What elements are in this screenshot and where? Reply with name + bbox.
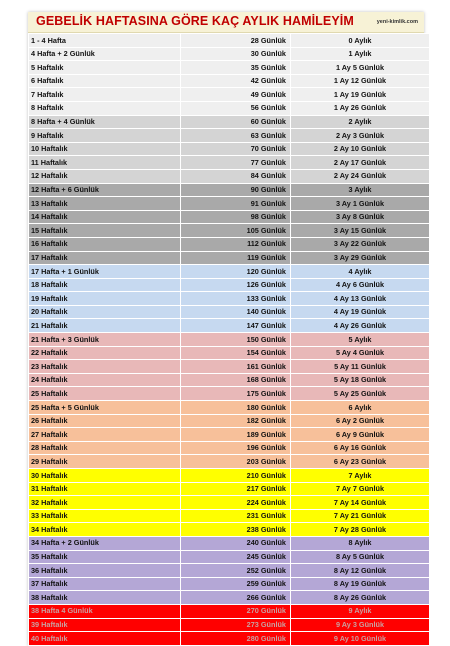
- months-cell: 1 Aylık: [291, 47, 430, 61]
- table-row: [29, 47, 430, 61]
- table-row: [29, 169, 430, 183]
- week-cell: 1 - 4 Hafta: [29, 34, 181, 48]
- days-cell: 266 Günlük: [181, 591, 291, 605]
- months-cell: 5 Ay 18 Günlük: [291, 373, 430, 387]
- days-cell: 84 Günlük: [181, 169, 291, 183]
- months-cell: 1 Ay 19 Günlük: [291, 88, 430, 102]
- days-cell: 150 Günlük: [181, 333, 291, 347]
- days-cell: 240 Günlük: [181, 536, 291, 550]
- table-row: [29, 115, 430, 129]
- days-cell: 217 Günlük: [181, 482, 291, 496]
- days-cell: 210 Günlük: [181, 469, 291, 483]
- table-row: [29, 428, 430, 442]
- table-row: [29, 496, 430, 510]
- week-cell: 21 Haftalık: [29, 319, 181, 333]
- site-watermark: yeni-kimlik.com: [376, 19, 418, 25]
- week-cell: 34 Haftalık: [29, 523, 181, 537]
- table-row: [29, 183, 430, 197]
- months-cell: 6 Aylık: [291, 401, 430, 415]
- months-cell: 4 Ay 6 Günlük: [291, 278, 430, 292]
- months-cell: 3 Ay 22 Günlük: [291, 237, 430, 251]
- week-cell: 9 Haftalık: [29, 129, 181, 143]
- months-cell: 8 Ay 26 Günlük: [291, 591, 430, 605]
- week-cell: 18 Haftalık: [29, 278, 181, 292]
- days-cell: 203 Günlük: [181, 455, 291, 469]
- months-cell: 1 Ay 5 Günlük: [291, 61, 430, 75]
- table-row: [29, 74, 430, 88]
- months-cell: 8 Ay 5 Günlük: [291, 550, 430, 564]
- days-cell: 91 Günlük: [181, 197, 291, 211]
- week-cell: 12 Haftalık: [29, 169, 181, 183]
- days-cell: 154 Günlük: [181, 346, 291, 360]
- days-cell: 252 Günlük: [181, 564, 291, 578]
- days-cell: 180 Günlük: [181, 401, 291, 415]
- week-cell: 23 Haftalık: [29, 360, 181, 374]
- week-cell: 19 Haftalık: [29, 292, 181, 306]
- table-row: [29, 482, 430, 496]
- days-cell: 196 Günlük: [181, 441, 291, 455]
- days-cell: 189 Günlük: [181, 428, 291, 442]
- months-cell: 5 Aylık: [291, 333, 430, 347]
- week-cell: 35 Haftalık: [29, 550, 181, 564]
- days-cell: 42 Günlük: [181, 74, 291, 88]
- table-row: [29, 360, 430, 374]
- months-cell: 6 Ay 9 Günlük: [291, 428, 430, 442]
- table-row: [29, 305, 430, 319]
- months-cell: 5 Ay 25 Günlük: [291, 387, 430, 401]
- table-row: [29, 577, 430, 591]
- days-cell: 224 Günlük: [181, 496, 291, 510]
- days-cell: 161 Günlük: [181, 360, 291, 374]
- table-row: [29, 224, 430, 238]
- months-cell: 8 Ay 12 Günlük: [291, 564, 430, 578]
- week-cell: 15 Haftalık: [29, 224, 181, 238]
- week-cell: 24 Haftalık: [29, 373, 181, 387]
- table-row: [29, 101, 430, 115]
- table-row: [29, 34, 430, 48]
- table-title: GEBELİK HAFTASINA GÖRE KAÇ AYLIK HAMİLEYİM: [36, 14, 354, 28]
- table-row: [29, 618, 430, 632]
- days-cell: 168 Günlük: [181, 373, 291, 387]
- months-cell: 2 Ay 17 Günlük: [291, 156, 430, 170]
- days-cell: 30 Günlük: [181, 47, 291, 61]
- table-row: [29, 373, 430, 387]
- days-cell: 245 Günlük: [181, 550, 291, 564]
- week-cell: 31 Haftalık: [29, 482, 181, 496]
- months-cell: 6 Ay 16 Günlük: [291, 441, 430, 455]
- table-row: [29, 265, 430, 279]
- months-cell: 4 Ay 13 Günlük: [291, 292, 430, 306]
- week-cell: 14 Haftalık: [29, 210, 181, 224]
- days-cell: 259 Günlük: [181, 577, 291, 591]
- table-body: [29, 34, 430, 646]
- days-cell: 231 Günlük: [181, 509, 291, 523]
- months-cell: 1 Ay 26 Günlük: [291, 101, 430, 115]
- week-cell: 13 Haftalık: [29, 197, 181, 211]
- days-cell: 70 Günlük: [181, 142, 291, 156]
- months-cell: 7 Ay 7 Günlük: [291, 482, 430, 496]
- week-cell: 5 Haftalık: [29, 61, 181, 75]
- months-cell: 4 Aylık: [291, 265, 430, 279]
- months-cell: 2 Ay 3 Günlük: [291, 129, 430, 143]
- days-cell: 105 Günlük: [181, 224, 291, 238]
- months-cell: 2 Aylık: [291, 115, 430, 129]
- months-cell: 7 Ay 28 Günlük: [291, 523, 430, 537]
- table-row: [29, 197, 430, 211]
- months-cell: 0 Aylık: [291, 34, 430, 48]
- months-cell: 5 Ay 11 Günlük: [291, 360, 430, 374]
- table-row: [29, 156, 430, 170]
- months-cell: 7 Aylık: [291, 469, 430, 483]
- week-month-table: [28, 33, 430, 646]
- table-row: [29, 564, 430, 578]
- week-cell: 26 Haftalık: [29, 414, 181, 428]
- table-row: [29, 251, 430, 265]
- week-cell: 10 Haftalık: [29, 142, 181, 156]
- table-row: [29, 129, 430, 143]
- table-row: [29, 333, 430, 347]
- months-cell: 6 Ay 2 Günlük: [291, 414, 430, 428]
- week-cell: 32 Haftalık: [29, 496, 181, 510]
- days-cell: 280 Günlük: [181, 632, 291, 646]
- days-cell: 56 Günlük: [181, 101, 291, 115]
- days-cell: 175 Günlük: [181, 387, 291, 401]
- table-row: [29, 591, 430, 605]
- days-cell: 270 Günlük: [181, 604, 291, 618]
- table-row: [29, 346, 430, 360]
- days-cell: 28 Günlük: [181, 34, 291, 48]
- table-row: [29, 604, 430, 618]
- week-cell: 12 Hafta + 6 Günlük: [29, 183, 181, 197]
- table-row: [29, 61, 430, 75]
- months-cell: 1 Ay 12 Günlük: [291, 74, 430, 88]
- week-cell: 36 Haftalık: [29, 564, 181, 578]
- week-cell: 17 Hafta + 1 Günlük: [29, 265, 181, 279]
- table-row: [29, 319, 430, 333]
- months-cell: 3 Ay 15 Günlük: [291, 224, 430, 238]
- week-cell: 30 Haftalık: [29, 469, 181, 483]
- week-cell: 29 Haftalık: [29, 455, 181, 469]
- table-row: [29, 509, 430, 523]
- table-row: [29, 88, 430, 102]
- week-cell: 34 Hafta + 2 Günlük: [29, 536, 181, 550]
- pregnancy-week-table-sheet: [28, 12, 424, 646]
- months-cell: 8 Aylık: [291, 536, 430, 550]
- table-row: [29, 441, 430, 455]
- days-cell: 112 Günlük: [181, 237, 291, 251]
- week-cell: 27 Haftalık: [29, 428, 181, 442]
- days-cell: 182 Günlük: [181, 414, 291, 428]
- months-cell: 5 Ay 4 Günlük: [291, 346, 430, 360]
- days-cell: 98 Günlük: [181, 210, 291, 224]
- days-cell: 119 Günlük: [181, 251, 291, 265]
- months-cell: 7 Ay 14 Günlük: [291, 496, 430, 510]
- week-cell: 8 Haftalık: [29, 101, 181, 115]
- table-row: [29, 237, 430, 251]
- days-cell: 273 Günlük: [181, 618, 291, 632]
- months-cell: 3 Ay 29 Günlük: [291, 251, 430, 265]
- days-cell: 77 Günlük: [181, 156, 291, 170]
- week-cell: 21 Hafta + 3 Günlük: [29, 333, 181, 347]
- week-cell: 20 Haftalık: [29, 305, 181, 319]
- days-cell: 120 Günlük: [181, 265, 291, 279]
- days-cell: 238 Günlük: [181, 523, 291, 537]
- table-row: [29, 210, 430, 224]
- table-row: [29, 455, 430, 469]
- table-row: [29, 523, 430, 537]
- week-cell: 33 Haftalık: [29, 509, 181, 523]
- days-cell: 147 Günlük: [181, 319, 291, 333]
- week-cell: 39 Haftalık: [29, 618, 181, 632]
- months-cell: 4 Ay 19 Günlük: [291, 305, 430, 319]
- days-cell: 35 Günlük: [181, 61, 291, 75]
- title-bar: [28, 12, 424, 33]
- table-row: [29, 469, 430, 483]
- days-cell: 90 Günlük: [181, 183, 291, 197]
- days-cell: 49 Günlük: [181, 88, 291, 102]
- week-cell: 28 Haftalık: [29, 441, 181, 455]
- table-row: [29, 401, 430, 415]
- week-cell: 38 Haftalık: [29, 591, 181, 605]
- days-cell: 133 Günlük: [181, 292, 291, 306]
- week-cell: 25 Hafta + 5 Günlük: [29, 401, 181, 415]
- week-cell: 4 Hafta + 2 Günlük: [29, 47, 181, 61]
- week-cell: 17 Haftalık: [29, 251, 181, 265]
- months-cell: 2 Ay 24 Günlük: [291, 169, 430, 183]
- months-cell: 9 Ay 10 Günlük: [291, 632, 430, 646]
- days-cell: 63 Günlük: [181, 129, 291, 143]
- table-row: [29, 550, 430, 564]
- months-cell: 2 Ay 10 Günlük: [291, 142, 430, 156]
- days-cell: 140 Günlük: [181, 305, 291, 319]
- table-row: [29, 278, 430, 292]
- week-cell: 40 Haftalık: [29, 632, 181, 646]
- table-row: [29, 387, 430, 401]
- week-cell: 6 Haftalık: [29, 74, 181, 88]
- table-row: [29, 414, 430, 428]
- months-cell: 3 Ay 1 Günlük: [291, 197, 430, 211]
- week-cell: 11 Haftalık: [29, 156, 181, 170]
- week-cell: 37 Haftalık: [29, 577, 181, 591]
- table-row: [29, 632, 430, 646]
- months-cell: 8 Ay 19 Günlük: [291, 577, 430, 591]
- week-cell: 16 Haftalık: [29, 237, 181, 251]
- week-cell: 25 Haftalık: [29, 387, 181, 401]
- week-cell: 38 Hafta 4 Günlük: [29, 604, 181, 618]
- week-cell: 8 Hafta + 4 Günlük: [29, 115, 181, 129]
- months-cell: 4 Ay 26 Günlük: [291, 319, 430, 333]
- months-cell: 3 Aylık: [291, 183, 430, 197]
- days-cell: 60 Günlük: [181, 115, 291, 129]
- table-row: [29, 536, 430, 550]
- table-row: [29, 142, 430, 156]
- days-cell: 126 Günlük: [181, 278, 291, 292]
- months-cell: 9 Aylık: [291, 604, 430, 618]
- months-cell: 7 Ay 21 Günlük: [291, 509, 430, 523]
- week-cell: 22 Haftalık: [29, 346, 181, 360]
- table-row: [29, 292, 430, 306]
- months-cell: 3 Ay 8 Günlük: [291, 210, 430, 224]
- months-cell: 9 Ay 3 Günlük: [291, 618, 430, 632]
- week-cell: 7 Haftalık: [29, 88, 181, 102]
- months-cell: 6 Ay 23 Günlük: [291, 455, 430, 469]
